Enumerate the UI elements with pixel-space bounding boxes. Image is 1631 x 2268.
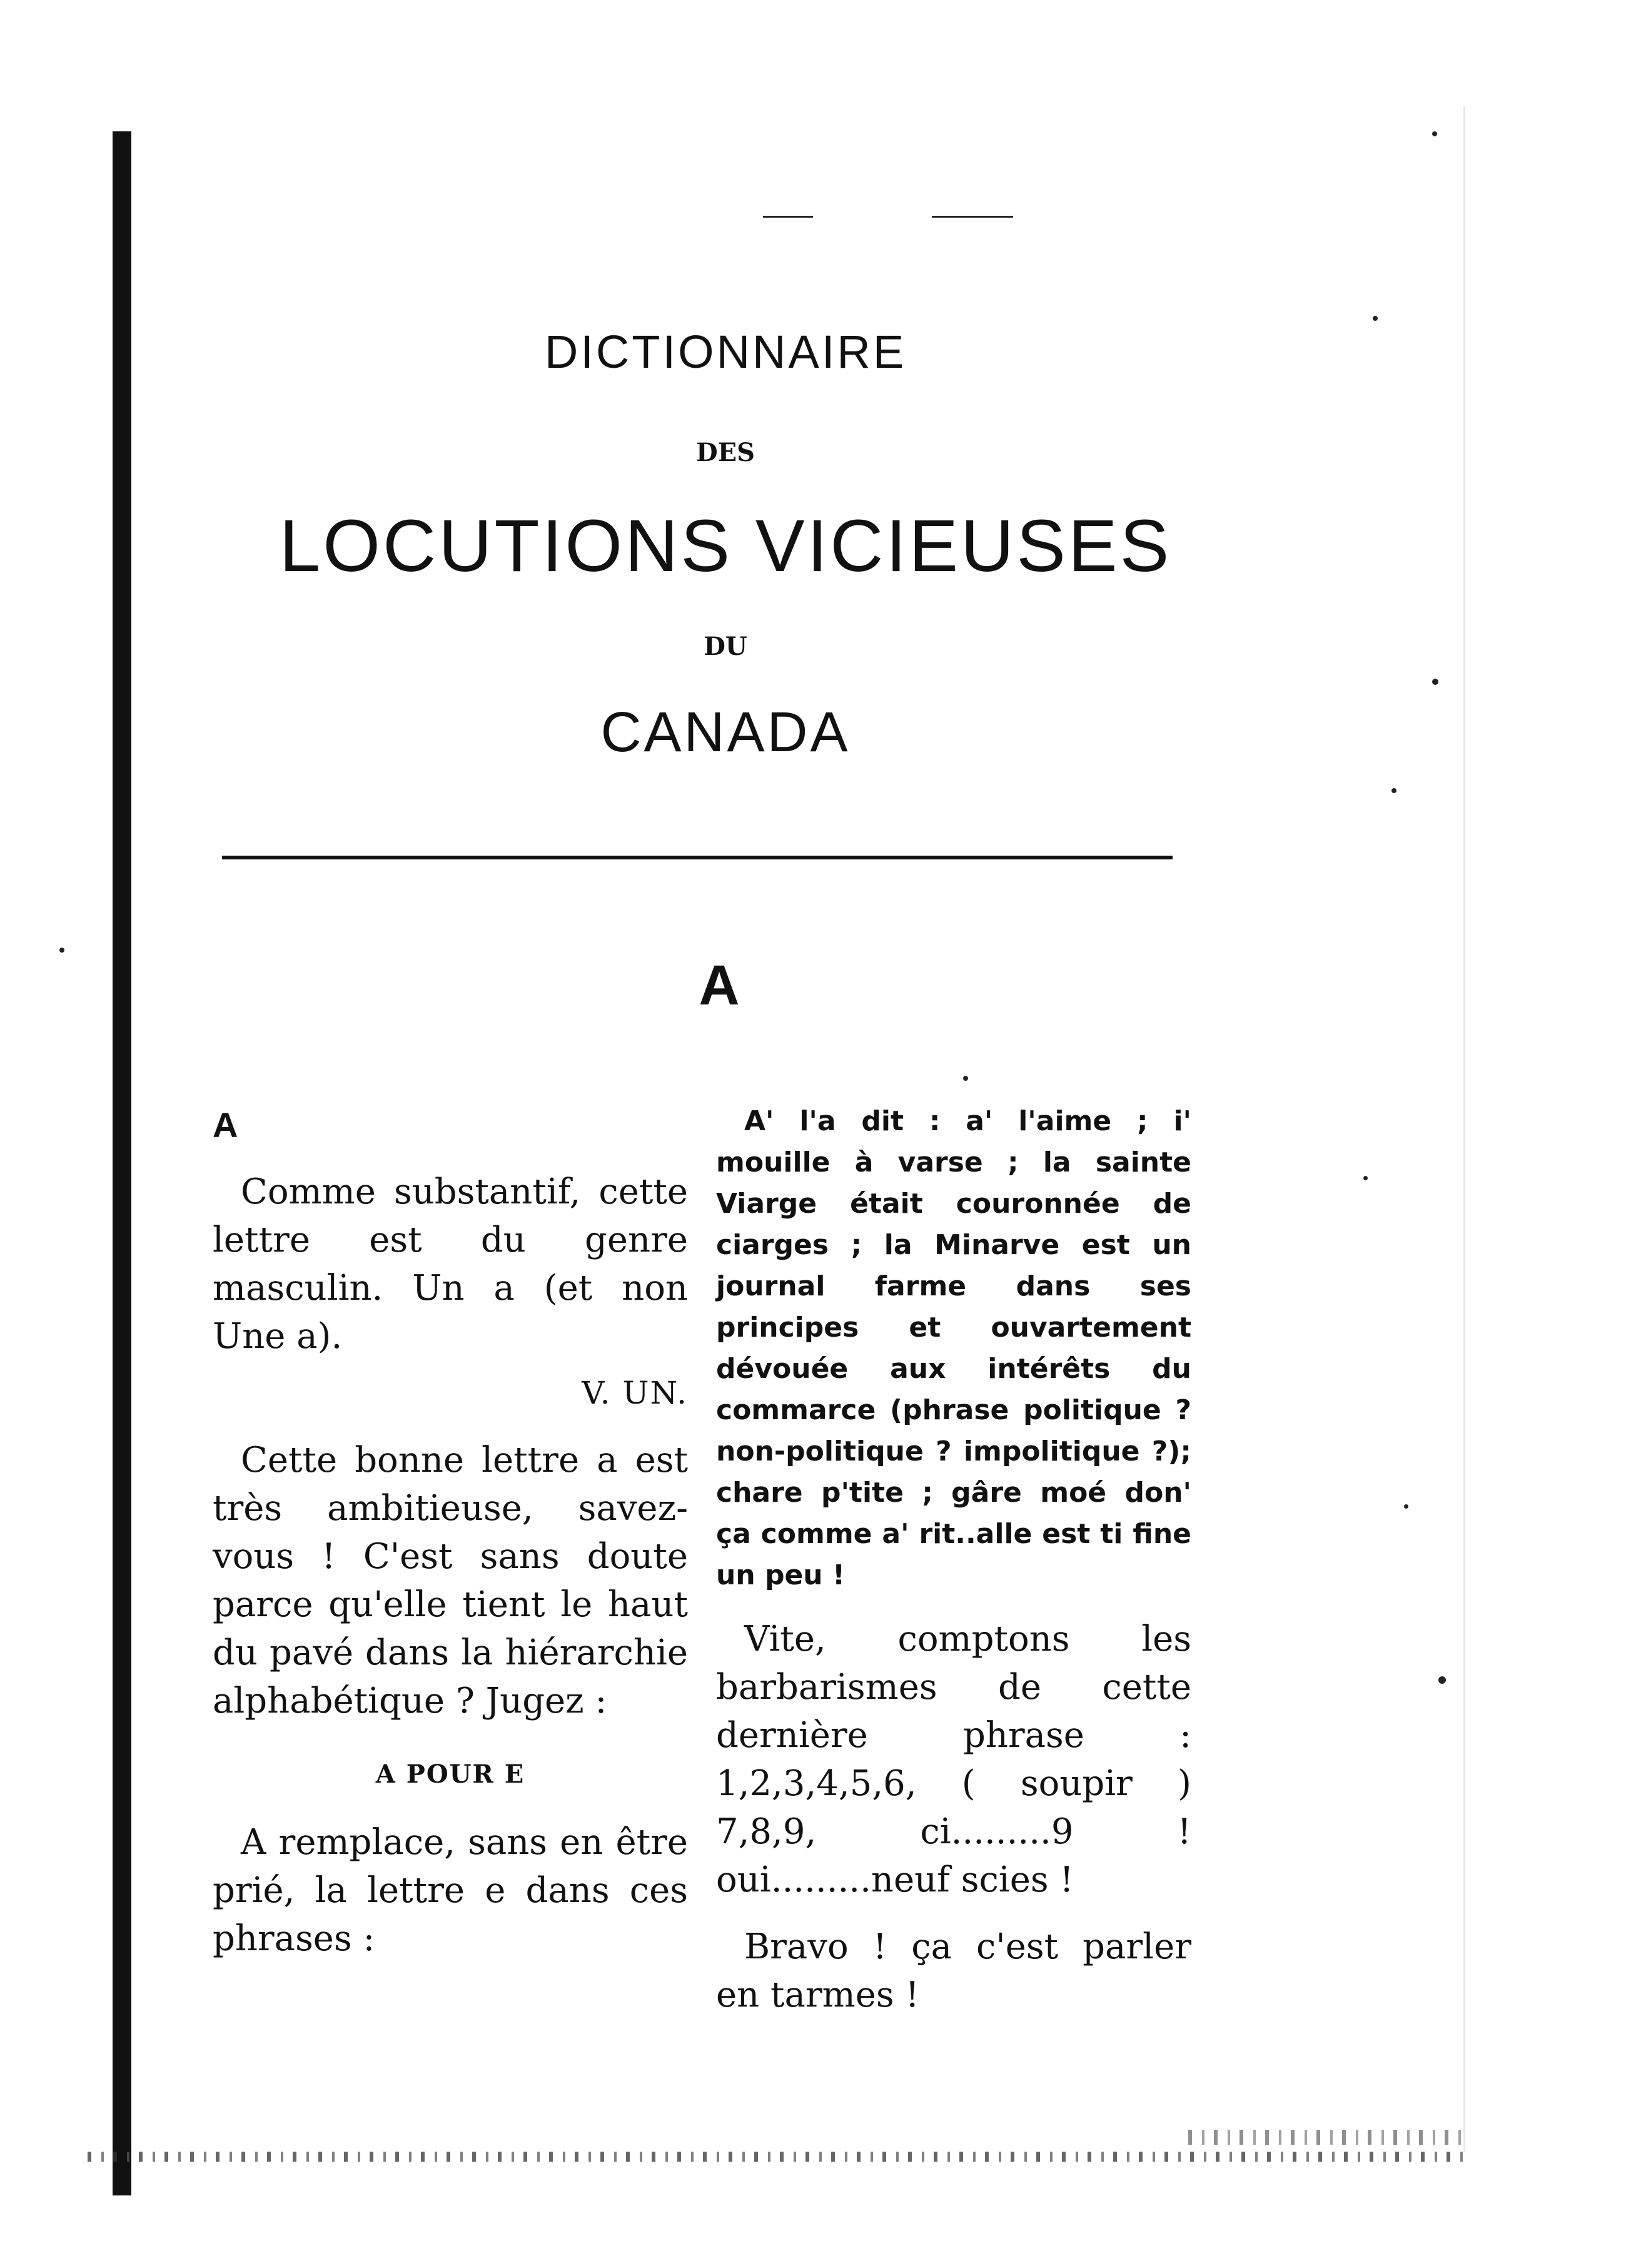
scan-speck <box>1438 1676 1446 1684</box>
closing-paragraph: Bravo ! ça c'est parler en tarmes ! <box>716 1926 1191 2015</box>
scan-speck <box>963 1076 968 1081</box>
scan-speck <box>1363 1176 1368 1180</box>
scan-noise-bottom <box>88 2152 1463 2162</box>
header-dash-left <box>763 216 813 218</box>
title-du: DU <box>704 632 747 661</box>
title-locutions-vicieuses: LOCUTIONS VICIEUSES <box>279 505 1172 587</box>
count-paragraph: Vite, comptons les barbarismes de cette dernière phrase : 1,2,3,4,5,6, ( soupir ) 7,8,9, ci.........9 ! oui.........neuf scies ! <box>716 1619 1191 1900</box>
scan-speck <box>1404 1504 1408 1509</box>
scan-speck <box>1432 679 1438 685</box>
left-column <box>213 1101 688 1963</box>
title-canada: CANADA <box>600 701 851 764</box>
scan-noise-bottom <box>1188 2130 1463 2145</box>
entry-word: A <box>213 1105 238 1145</box>
title-dictionnaire: DICTIONNAIRE <box>544 326 907 378</box>
scan-speck <box>1432 131 1437 136</box>
page-edge <box>1463 106 1465 2152</box>
right-column <box>716 1101 1191 2019</box>
subheading: A POUR E <box>375 1759 525 1789</box>
example-quote: A' l'a dit : a' l'aime ; i' mouille à varse ; la sainte Viarge était couronnée de ciarges ; la Minarve est un journal farme dans ses principes et ouvartement dévouée aux intérêts du commarce (phrase politique ? non-politique ? impolitique ?); chare p'tite ; gâre moé don' ça comme a' rit..alle est ti fine un peu ! <box>716 1105 1191 1591</box>
definition-paragraph: Comme substantif, cette lettre est du genre masculin. Un a (et non Une a). <box>213 1172 688 1357</box>
section-letter: A <box>699 954 740 1017</box>
title-des: DES <box>695 438 755 467</box>
scan-speck <box>1373 316 1378 321</box>
scan-speck <box>59 948 64 953</box>
cross-reference: V. UN. <box>582 1375 688 1411</box>
header-dash-right <box>932 216 1013 218</box>
book-spine-shadow <box>113 131 131 2195</box>
replacement-paragraph: A remplace, sans en être prié, la lettre e dans ces phrases : <box>213 1822 688 1959</box>
scan-speck <box>1391 788 1396 793</box>
commentary-paragraph: Cette bonne lettre a est très ambitieuse, savez-vous ! C'est sans doute parce qu'elle tient le haut du pavé dans la hiérarchie alphabétique ? Jugez : <box>213 1440 688 1721</box>
horizontal-rule <box>222 856 1173 859</box>
